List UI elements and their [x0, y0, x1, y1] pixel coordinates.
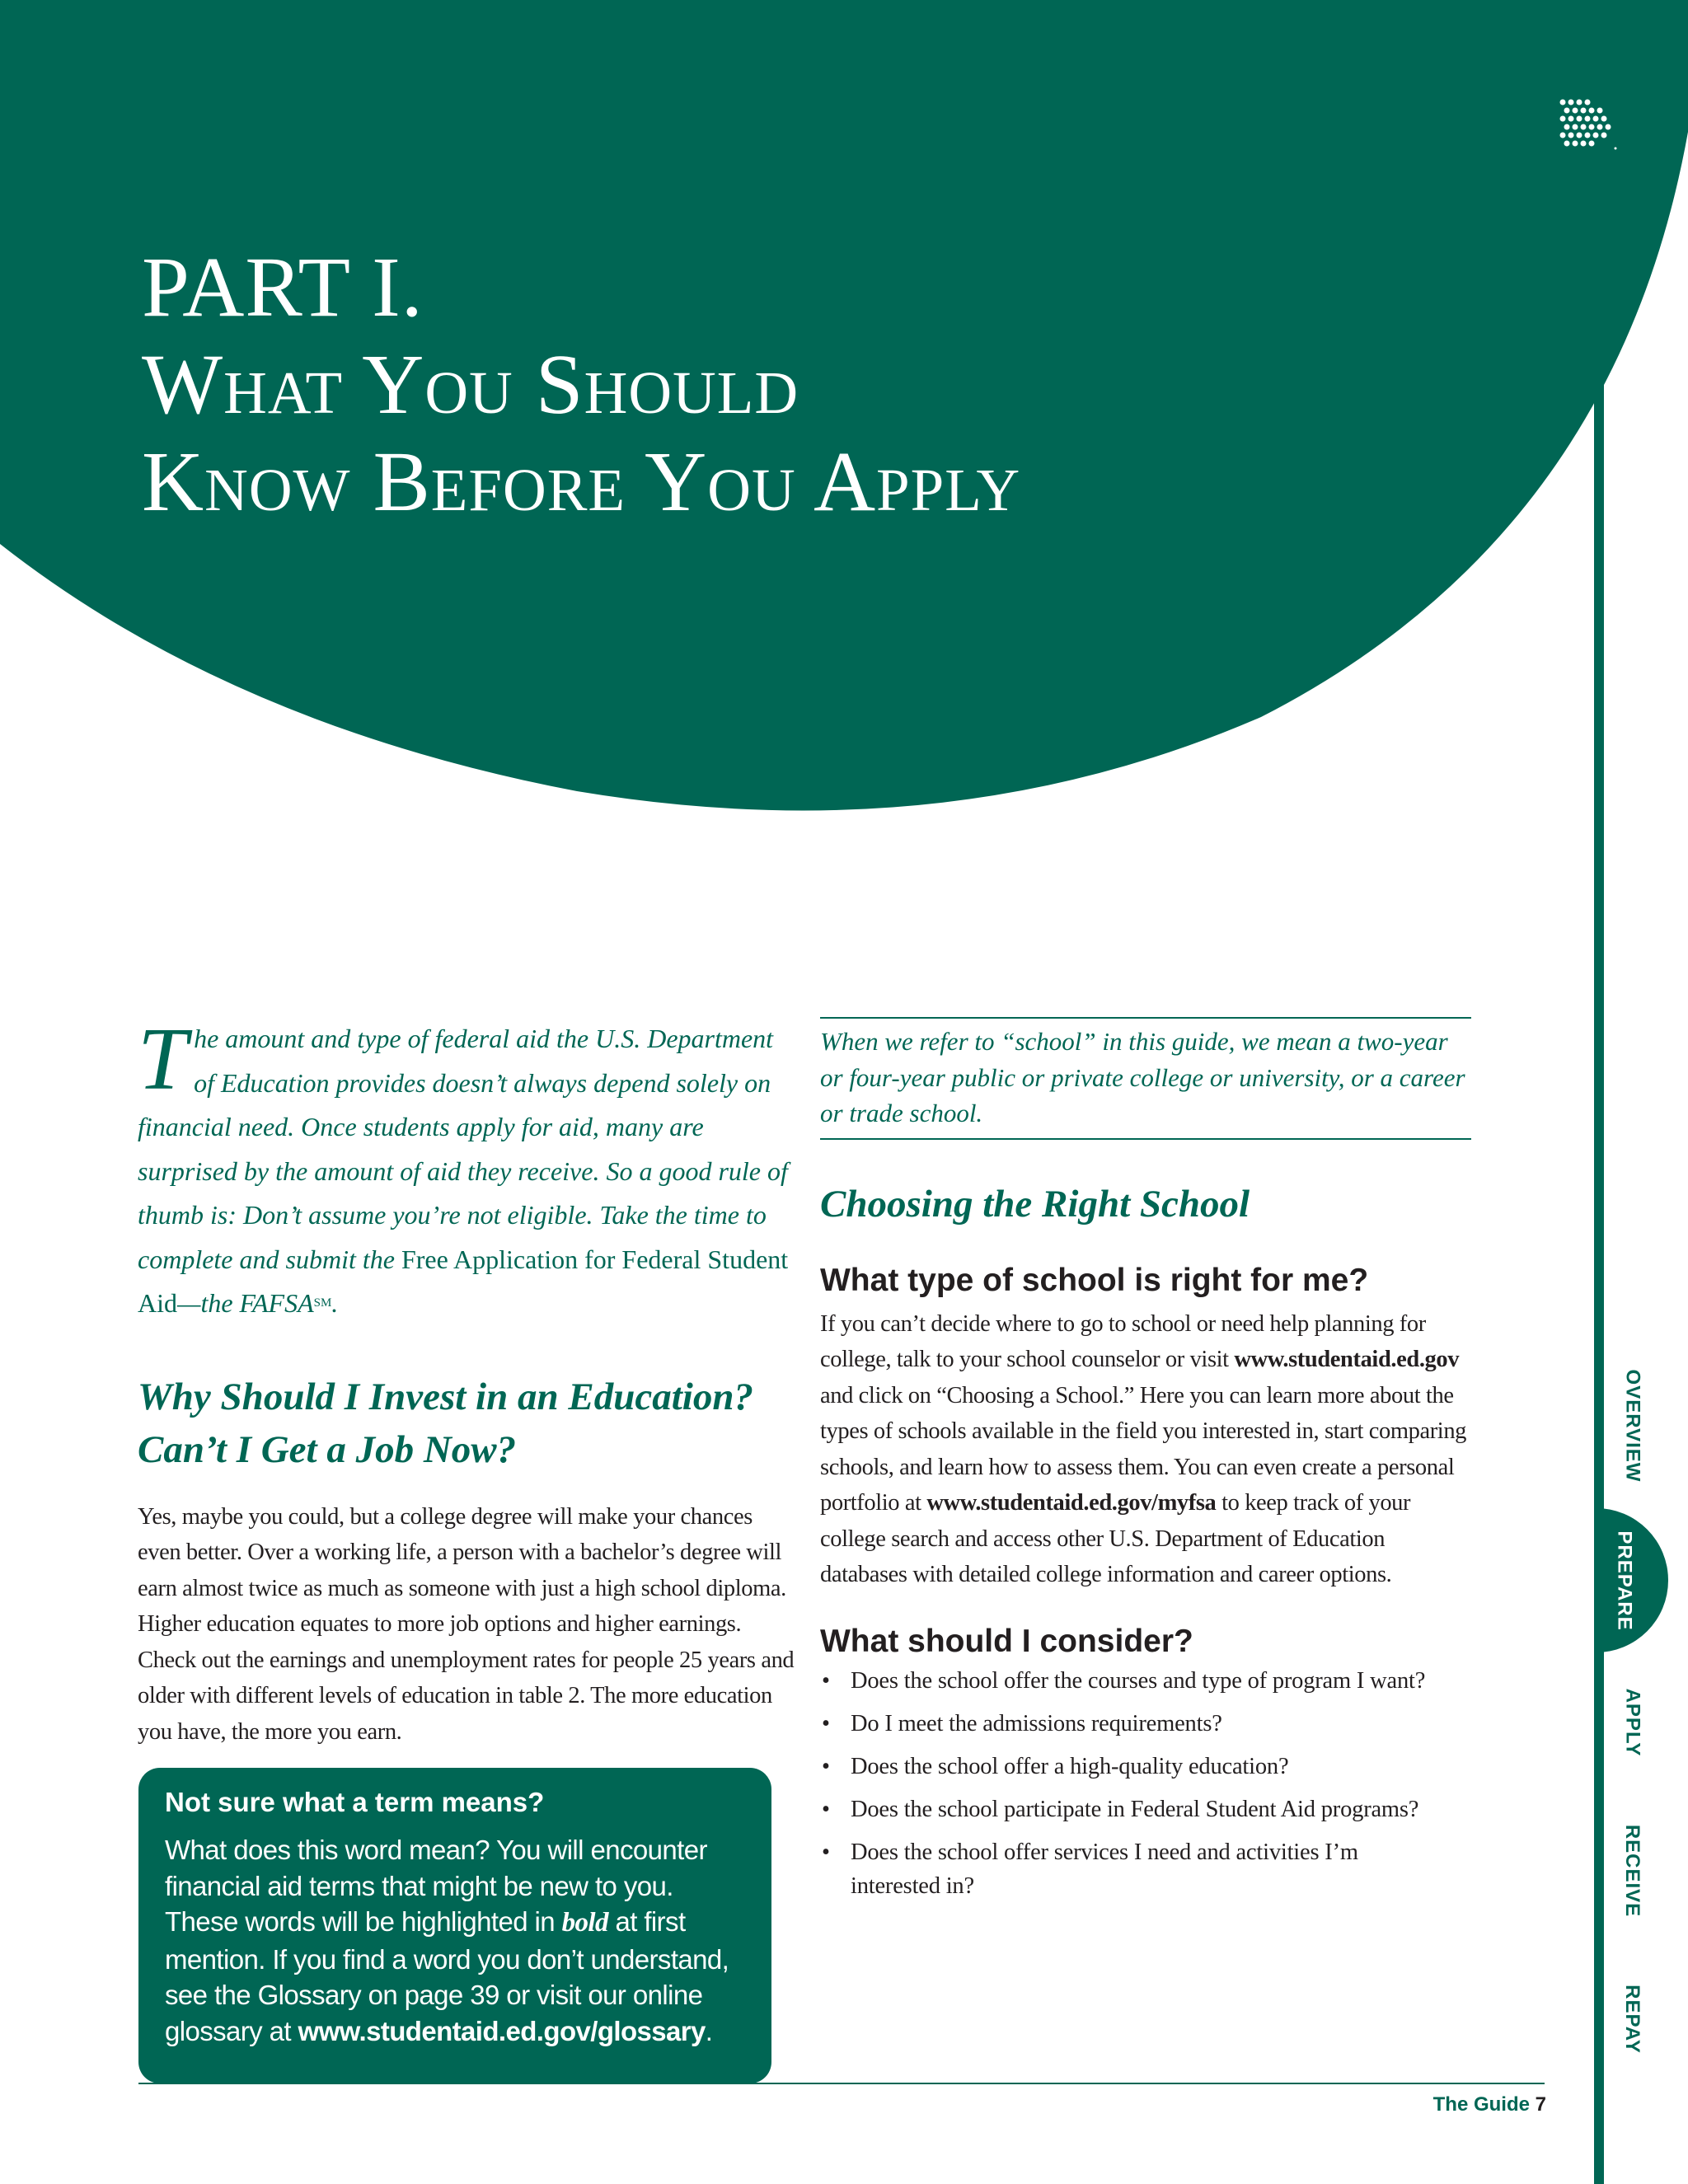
invest-heading: Why Should I Invest in an Education? Can’t I Get a Job Now?	[138, 1375, 753, 1471]
left-column	[138, 1010, 797, 1750]
service-mark: SM	[313, 1296, 332, 1310]
callout-text: .	[705, 2015, 713, 2046]
list-item: • Does the school participate in Federal Student Aid programs?	[820, 1793, 1471, 1826]
title-line-what-you-should: What You Should	[142, 337, 799, 432]
choosing-body	[820, 1306, 1471, 1593]
list-item: • Does the school offer services I need and activities I’m interested in?	[820, 1835, 1471, 1903]
myfsa-link[interactable]: www.studentaid.ed.gov/myfsa	[926, 1490, 1217, 1516]
callout-bold-word: bold	[561, 1908, 608, 1938]
intro-text: he amount and type of federal aid the U.S. Department of Education provides doesn’t always depend solely on financial need. Once students apply for aid, many are surprised by the amount of aid they receive. So a good rule of thumb is: Don’t assume you’re not eligible. Take the time to complete and submit the	[138, 1024, 788, 1274]
callout-text: at first mention. If you find a word you don’t understand, see the Glossary on page 39 or visit our online glossary at	[165, 1906, 729, 2046]
choosing-text: If you can’t decide where to go to school or need help planning for college, talk to your school counselor or visit	[820, 1310, 1426, 1372]
consider-heading: What should I consider?	[820, 1623, 1193, 1659]
side-tab-apply[interactable]	[1599, 1681, 1665, 1764]
right-column	[820, 1017, 1471, 1912]
side-tab-label: REPAY	[1621, 1985, 1644, 2054]
side-tab-repay[interactable]	[1599, 1974, 1665, 2064]
side-tab-prepare[interactable]	[1594, 1508, 1668, 1652]
title-line-know-before: Know Before You Apply	[142, 434, 1021, 529]
studentaid-link[interactable]: www.studentaid.ed.gov	[1234, 1347, 1460, 1372]
fafsa-full-name: Free Application for Federal Student Aid	[138, 1244, 789, 1318]
consider-list	[820, 1664, 1471, 1903]
page-footer	[1433, 2093, 1546, 2116]
footer-rule	[138, 2083, 1545, 2084]
callout-body	[165, 1832, 747, 2049]
dot-grid-logo-icon	[1556, 97, 1622, 155]
intro-paragraph	[138, 1010, 797, 1326]
side-tab-label: APPLY	[1621, 1688, 1643, 1757]
side-tab-label: RECEIVE	[1621, 1824, 1643, 1918]
title-line-part: PART I.	[142, 240, 424, 335]
footer-label: The Guide	[1432, 2093, 1530, 2116]
page-title	[142, 239, 1020, 531]
choosing-heading: Choosing the Right School	[820, 1182, 1250, 1226]
drop-cap: T	[138, 1010, 188, 1108]
side-tab-label: OVERVIEW	[1621, 1369, 1644, 1483]
school-type-subheading: What type of school is right for me?	[820, 1262, 1369, 1298]
choosing-text: and click on “Choosing a School.” Here you can learn more about the types of schools available in the field you interested in, start comparing schools, and learn how to assess them. You can even create a personal portfolio at	[820, 1382, 1467, 1516]
callout-heading: Not sure what a term means?	[165, 1787, 545, 1817]
side-tab-label: PREPARE	[1614, 1530, 1636, 1631]
intro-text-end: .	[331, 1288, 339, 1318]
glossary-callout	[138, 1768, 771, 2083]
side-tab-overview[interactable]	[1599, 1352, 1665, 1500]
glossary-link[interactable]: www.studentaid.ed.gov/glossary	[298, 2015, 706, 2046]
side-tab-receive[interactable]	[1599, 1813, 1665, 1929]
invest-body: Yes, maybe you could, but a college degree will make your chances even better. Over a working life, a person with a bachelor’s degree will earn almost twice as much as someone with just a high school diploma. Higher education equates to more job options and higher earnings. Check out the earnings and unemployment rates for people 25 years and older with different levels of education in table 2. The more education you have, the more you earn.	[138, 1503, 795, 1745]
page-number: 7	[1535, 2093, 1546, 2116]
list-item: • Does the school offer the courses and type of program I want?	[820, 1664, 1471, 1698]
school-definition-note: When we refer to “school” in this guide, we mean a two-year or four-year public or private college or university, or a career or trade school.	[820, 1017, 1471, 1140]
list-item: • Does the school offer a high-quality education?	[820, 1750, 1471, 1783]
choosing-text: to keep track of your college search and access other U.S. Department of Education databases with detailed college information and career options.	[820, 1490, 1411, 1587]
intro-text-fafsa: —the FAFSA	[177, 1288, 314, 1318]
callout-text: What does this word mean? You will encounter financial aid terms that might be new to you. These words will be highlighted in	[165, 1835, 707, 1937]
list-item: • Do I meet the admissions requirements?	[820, 1707, 1471, 1741]
